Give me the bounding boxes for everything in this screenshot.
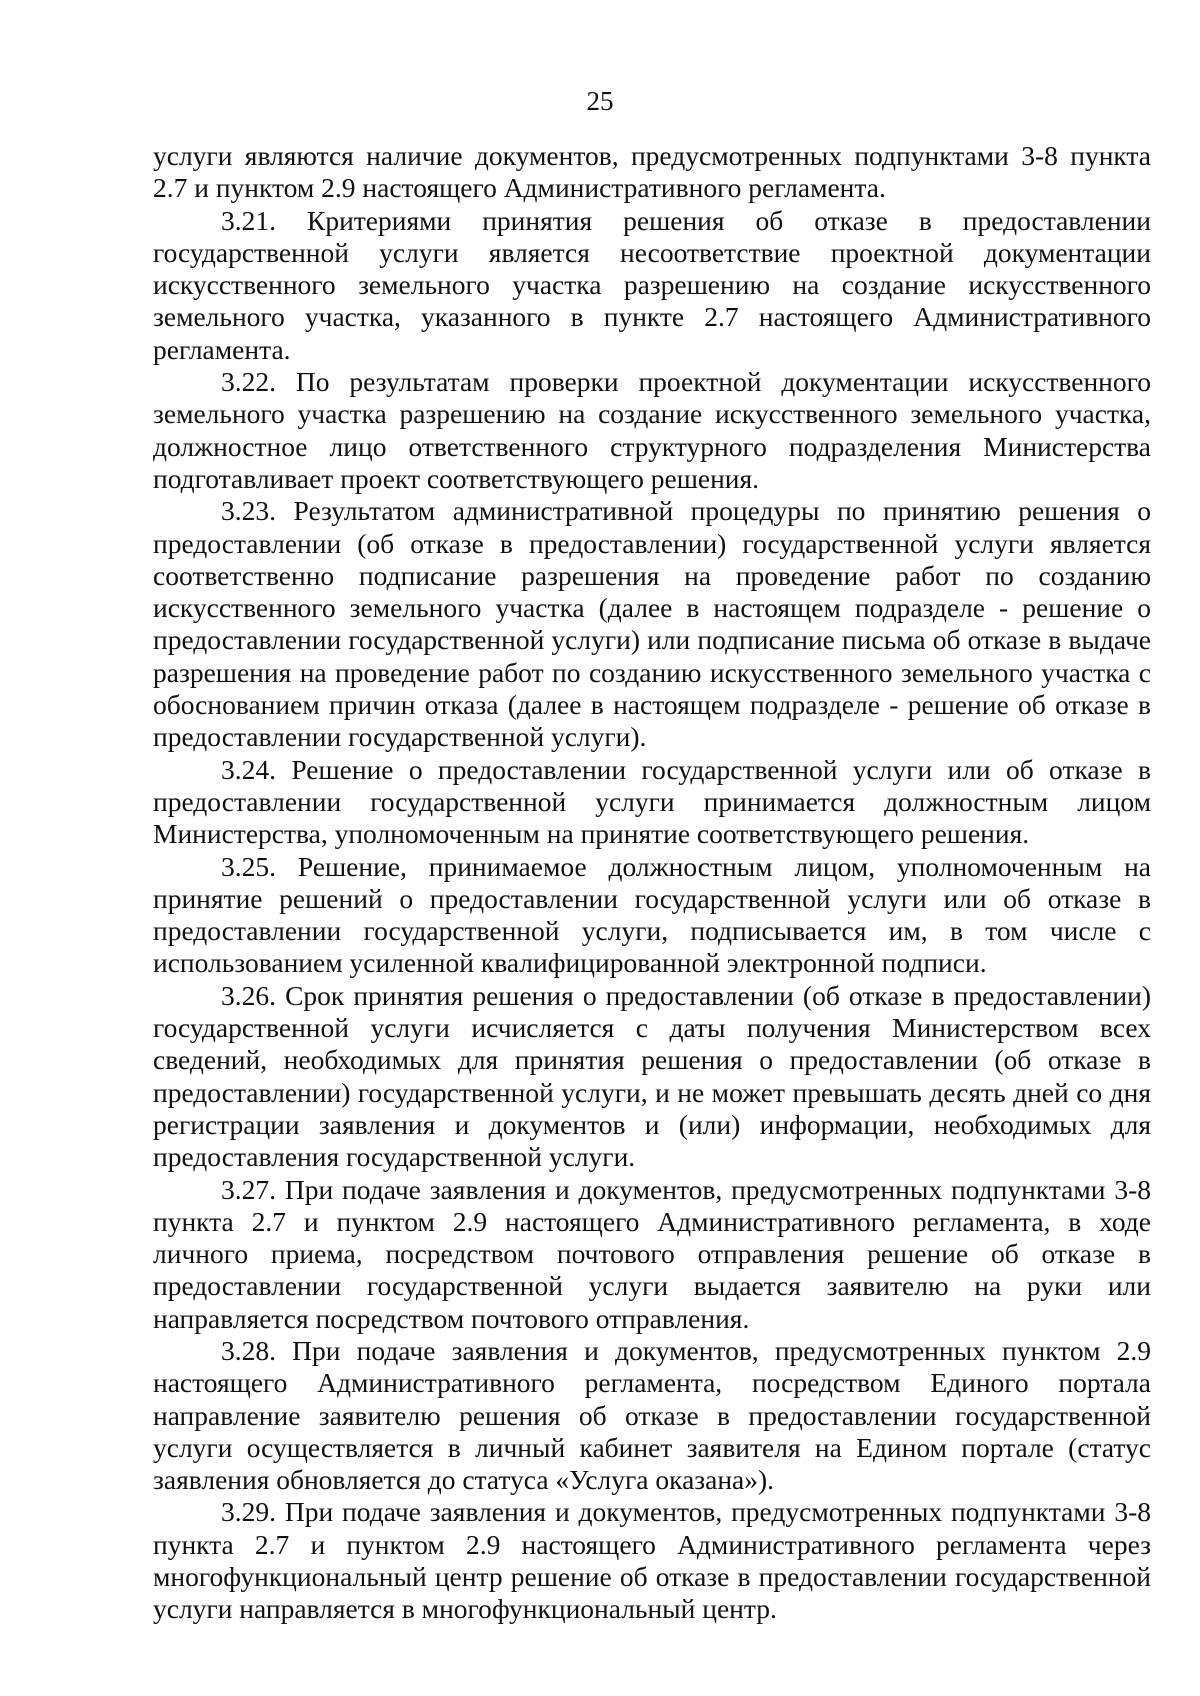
paragraph-3-26: 3.26. Срок принятия решения о предоставлении (об отказе в предоставлении) государственной услуги исчисляется с даты получения Министерством всех сведений, необходимых для принятия решения о предоставлении (об отказе в предоставлении) государственной услуги, и не может превышать десять дней со дня регистрации заявления и документов и (или) информации, необходимых для предоставления государственной услуги. [153,979,1151,1173]
page-number: 25 [586,86,614,116]
paragraph-3-25: 3.25. Решение, принимаемое должностным лицом, уполномоченным на принятие решений о предоставлении государственной услуги или об отказе в предоставлении государственной услуги, подписывается им, в том числе с использованием усиленной квалифицированной электронной подписи. [153,850,1151,979]
document-body [153,140,1151,1626]
paragraph-3-22: 3.22. По результатам проверки проектной документации искусственного земельного участка разрешению на создание искусственного земельного участка, должностное лицо ответственного структурного подразделения Министерства подготавливает проект соответствующего решения. [153,366,1151,494]
paragraph-3-21: 3.21. Критериями принятия решения об отказе в предоставлении государственной услуги является несоответствие проектной документации искусственного земельного участка разрешению на создание искусственного земельного участка, указанного в пункте 2.7 настоящего Административного регламента. [153,204,1151,365]
paragraph-3-24: 3.24. Решение о предоставлении государственной услуги или об отказе в предоставлении государственной услуги принимается должностным лицом Министерства, уполномоченным на принятие соответствующего решения. [153,753,1151,850]
paragraph-3-27: 3.27. При подаче заявления и документов, предусмотренных подпунктами 3-8 пункта 2.7 и пунктом 2.9 настоящего Административного регламента, в ходе личного приема, посредством почтового отправления решение об отказе в предоставлении государственной услуги выдается заявителю на руки или направляется посредством почтового отправления. [153,1173,1151,1334]
paragraph-3-23: 3.23. Результатом административной процедуры по принятию решения о предоставлении (об отказе в предоставлении) государственной услуги является соответственно подписание разрешения на проведение работ по созданию искусственного земельного участка (далее в настоящем подразделе - решение о предоставлении государственной услуги) или подписание письма об отказе в выдаче разрешения на проведение работ по созданию искусственного земельного участка с обоснованием причин отказа (далее в настоящем подразделе - решение об отказе в предоставлении государственной услуги). [153,495,1151,753]
paragraph-3-29: 3.29. При подаче заявления и документов, предусмотренных подпунктами 3-8 пункта 2.7 и пунктом 2.9 настоящего Административного регламента через многофункциональный центр решение об отказе в предоставлении государственной услуги направляется в многофункциональный центр. [153,1496,1151,1625]
paragraph-continuation: услуги являются наличие документов, предусмотренных подпунктами 3-8 пункта 2.7 и пунктом 2.9 настоящего Административного регламента. [153,140,1151,204]
paragraph-3-28: 3.28. При подаче заявления и документов, предусмотренных пунктом 2.9 настоящего Административного регламента, посредством Единого портала направление заявителю решения об отказе в предоставлении государственной услуги осуществляется в личный кабинет заявителя на Едином портале (статус заявления обновляется до статуса «Услуга оказана»). [153,1334,1151,1496]
